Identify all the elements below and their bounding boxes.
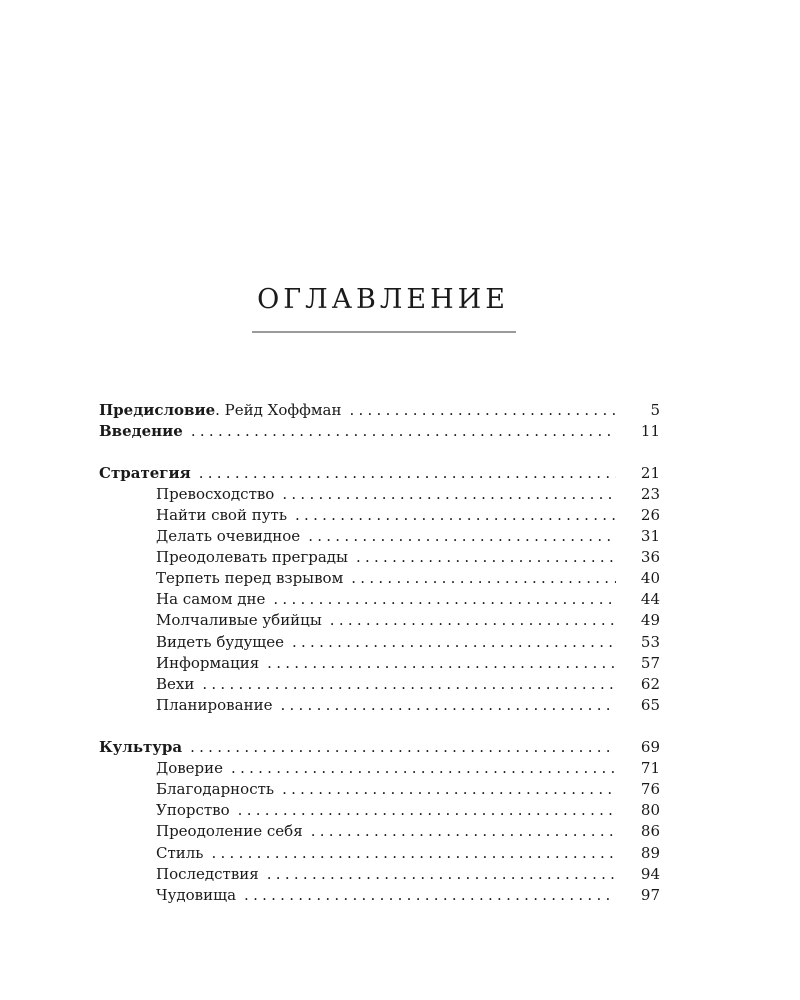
leader-dots — [311, 821, 616, 842]
toc-heading: ОГЛАВЛЕНИЕ — [257, 284, 509, 315]
leader-dots — [356, 547, 616, 568]
page-number: 26 — [640, 506, 660, 524]
toc-entry[interactable] — [156, 484, 660, 505]
toc-entry-label: Делать очевидное — [156, 527, 301, 545]
leader-dots — [199, 463, 616, 484]
page-number: 53 — [640, 633, 660, 651]
leader-dots — [273, 589, 616, 610]
toc-entry[interactable] — [156, 632, 660, 653]
toc-entry[interactable] — [156, 568, 660, 589]
toc-section-culture[interactable] — [99, 737, 660, 758]
toc-entry-label: Предисловие. Рейд Хоффман — [99, 401, 342, 419]
toc-entry[interactable] — [156, 526, 660, 547]
leader-dots — [280, 695, 616, 716]
toc-entry-label: Молчаливые убийцы — [156, 611, 322, 629]
page-number: 80 — [640, 801, 660, 819]
page-number: 57 — [640, 654, 660, 672]
toc-entry-label: Упорство — [156, 801, 230, 819]
toc-entry-label: Планирование — [156, 696, 273, 714]
leader-dots — [190, 737, 616, 758]
toc-entry-label: Доверие — [156, 759, 224, 777]
leader-dots — [244, 885, 616, 906]
toc-entry[interactable] — [156, 610, 660, 631]
leader-dots — [191, 421, 616, 442]
page-number: 40 — [640, 569, 660, 587]
toc-entry[interactable] — [156, 589, 660, 610]
toc-entry-label: Чудовища — [156, 886, 237, 904]
leader-dots — [282, 779, 616, 800]
leader-dots — [267, 864, 616, 885]
toc-entry-label: Информация — [156, 654, 260, 672]
leader-dots — [231, 758, 616, 779]
leader-dots — [238, 800, 616, 821]
toc-entry-label: Стратегия — [99, 464, 191, 482]
leader-dots — [308, 526, 616, 547]
page-number: 97 — [640, 886, 660, 904]
page-number: 44 — [640, 590, 660, 608]
page-number: 76 — [640, 780, 660, 798]
toc-entry[interactable] — [156, 821, 660, 842]
toc-entry[interactable] — [156, 779, 660, 800]
leader-dots — [282, 484, 616, 505]
toc-entry-label: Преодолевать преграды — [156, 548, 348, 566]
page-number: 71 — [640, 759, 660, 777]
toc-entry-label: Найти свой путь — [156, 506, 288, 524]
toc-entry[interactable] — [156, 758, 660, 779]
toc-entry[interactable] — [156, 653, 660, 674]
page-number: 21 — [640, 464, 660, 482]
leader-dots — [211, 843, 616, 864]
toc-entry[interactable] — [156, 674, 660, 695]
page-number: 69 — [640, 738, 660, 756]
toc-entry[interactable] — [156, 864, 660, 885]
page-number: 65 — [640, 696, 660, 714]
page-number: 94 — [640, 865, 660, 883]
page-number: 86 — [640, 822, 660, 840]
toc-entry-label: Превосходство — [156, 485, 275, 503]
page-number: 36 — [640, 548, 660, 566]
page-number: 5 — [650, 401, 660, 419]
toc-entry[interactable] — [156, 800, 660, 821]
page-number: 11 — [640, 422, 660, 440]
toc-entry[interactable] — [156, 695, 660, 716]
page-number: 49 — [640, 611, 660, 629]
page-number: 89 — [640, 844, 660, 862]
toc-entry-label: Стиль — [156, 844, 204, 862]
toc-entry-label: На самом дне — [156, 590, 266, 608]
page-number: 23 — [640, 485, 660, 503]
toc-entry-label: Преодоление себя — [156, 822, 303, 840]
toc-entry-label: Культура — [99, 738, 183, 756]
leader-dots — [351, 568, 616, 589]
leader-dots — [267, 653, 616, 674]
page-number: 31 — [640, 527, 660, 545]
leader-dots — [349, 400, 616, 421]
leader-dots — [202, 674, 616, 695]
leader-dots — [330, 610, 616, 631]
leader-dots — [295, 505, 616, 526]
toc-entry[interactable] — [156, 505, 660, 526]
toc-entry-label: Видеть будущее — [156, 633, 284, 651]
toc-entry[interactable] — [156, 885, 660, 906]
toc-entry-label: Введение — [99, 422, 183, 440]
toc-section-strategy[interactable] — [99, 463, 660, 484]
toc-entry-label: Терпеть перед взрывом — [156, 569, 344, 587]
toc-entry[interactable] — [156, 547, 660, 568]
heading-underline — [252, 331, 516, 333]
page-number: 62 — [640, 675, 660, 693]
leader-dots — [292, 632, 616, 653]
toc-entry-label: Благодарность — [156, 780, 275, 798]
toc-entry-preface[interactable] — [99, 400, 660, 421]
toc-entry-introduction[interactable] — [99, 421, 660, 442]
toc-entry-label: Последствия — [156, 865, 259, 883]
toc-entry[interactable] — [156, 843, 660, 864]
toc-entry-label: Вехи — [156, 675, 195, 693]
